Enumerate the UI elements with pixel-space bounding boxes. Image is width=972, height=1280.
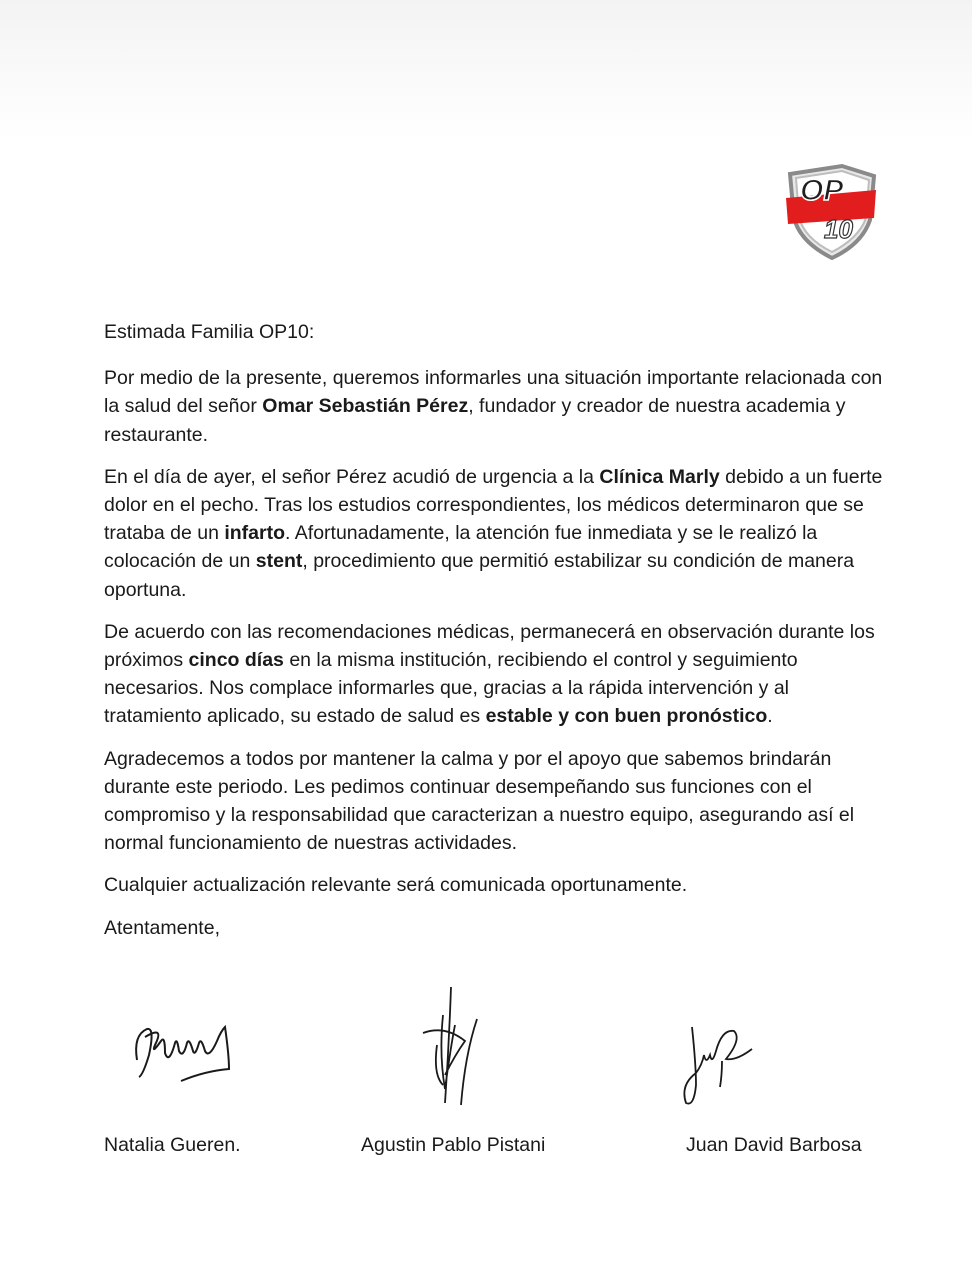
- signature-natalia: [125, 1015, 250, 1090]
- letter-body: [104, 318, 884, 956]
- paragraph-5: Cualquier actualización relevante será comunicada oportunamente.: [104, 874, 688, 897]
- paragraph-3: [104, 618, 884, 731]
- text: En el día de ayer, el señor Pérez acudió de urgencia a la: [104, 465, 600, 488]
- bold-prognosis: estable y con buen pronóstico: [485, 705, 768, 728]
- bold-infarto: infarto: [224, 522, 286, 545]
- signatory-name-3: Juan David Barbosa: [686, 1134, 862, 1156]
- text: en la misma institución, recibiendo el control y seguimiento necesarios. Nos complace informarles que, gracias a la rápida intervención y al tratamiento aplicado, su estado de salud es: [104, 649, 798, 728]
- paragraph-1: [104, 364, 884, 449]
- text: .: [767, 705, 773, 728]
- signature-agustin: [415, 985, 485, 1110]
- signature-juan: [682, 1025, 762, 1110]
- text: De acuerdo con las recomendaciones médicas, permanecerá en observación durante los próximos: [104, 620, 875, 672]
- bold-days: cinco días: [188, 649, 284, 672]
- text: debido a un fuerte dolor en el pecho. Tras los estudios correspondientes, los médicos determinaron que se trataba de un: [104, 465, 883, 545]
- bold-name: Omar Sebastián Pérez: [262, 395, 469, 418]
- bold-stent: stent: [255, 550, 303, 573]
- greeting: Estimada Familia OP10:: [104, 321, 315, 343]
- bold-clinic: Clínica Marly: [599, 465, 720, 488]
- signatory-name-2: Agustin Pablo Pistani: [361, 1134, 546, 1156]
- svg-text:OP: OP: [800, 174, 844, 207]
- signatory-name-1: Natalia Gueren.: [104, 1134, 241, 1156]
- paragraph-4: Agradecemos a todos por mantener la calma y por el apoyo que sabemos brindarán durante este periodo. Les pedimos continuar desempeñando sus funciones con el compromiso y la responsabilidad que caracterizan a nuestro equipo, asegurando así el normal funcionamiento de nuestras actividades.: [104, 747, 855, 855]
- svg-text:10: 10: [824, 214, 853, 244]
- text: , procedimiento que permitió estabilizar su condición de manera oportuna.: [104, 550, 855, 601]
- op10-logo: [782, 160, 880, 260]
- closing: Atentamente,: [104, 916, 220, 939]
- text: , fundador y creador de nuestra academia y restaurante.: [104, 395, 846, 446]
- paragraph-2: [104, 463, 884, 604]
- text: . Afortunadamente, la atención fue inmediata y se le realizó la colocación de un: [104, 522, 818, 573]
- text: Por medio de la presente, queremos informarles una situación importante relacionada con la salud del señor: [104, 367, 883, 418]
